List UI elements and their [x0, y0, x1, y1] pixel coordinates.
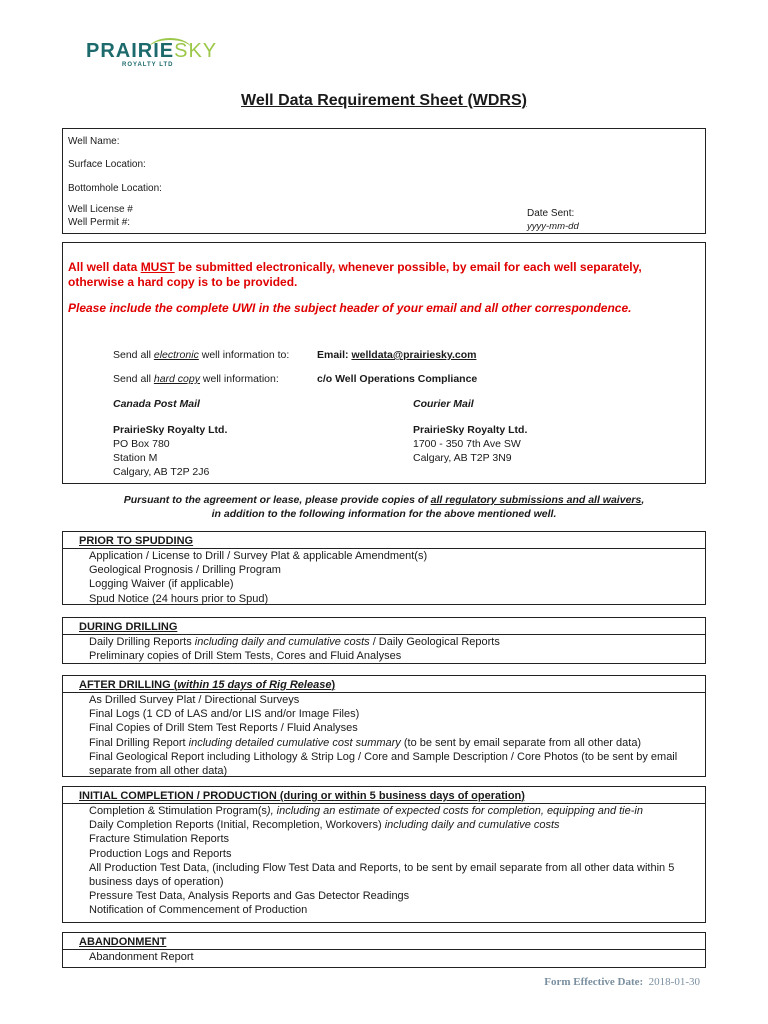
logo-subtitle: ROYALTY LTD: [122, 62, 174, 68]
send-hard-post: well information:: [200, 373, 279, 385]
item-text: (to be sent by email separate from all other data): [400, 736, 642, 749]
title-text: INITIAL COMPLETION / PRODUCTION (during or: [79, 790, 335, 802]
well-name-label: Well Name:: [68, 136, 120, 147]
list-item: Preliminary copies of Drill Stem Tests, Cores and Fluid Analyses: [89, 650, 402, 663]
list-item: Notification of Commencement of Production: [89, 904, 308, 917]
logo-text-prairie: PRAIRIE: [86, 40, 175, 62]
bottomhole-location-label: Bottomhole Location:: [68, 183, 162, 194]
pursuant-text: [0, 493, 768, 521]
notice-must: MUST: [140, 260, 175, 274]
footer-date: 2018-01-30: [648, 976, 700, 988]
list-item: All Production Test Data, (including Flow Test Data and Reports, to be sent by email separate from all other data within 5 business days of operation): [89, 861, 678, 889]
list-item: As Drilled Survey Plat / Directional Surveys: [89, 694, 300, 706]
title-text: ): [331, 679, 336, 691]
item-text: Final Drilling Report: [89, 736, 189, 749]
logo-wordmark: [86, 40, 217, 63]
send-electronic-em: electronic: [153, 349, 199, 361]
section-items: [89, 549, 427, 606]
submission-notice-box: [62, 242, 706, 484]
send-hard-em: hard copy: [153, 373, 200, 385]
title-italic: within 15 days of Rig Release: [177, 679, 332, 691]
notice-line-2: otherwise a hard copy is to be provided.: [68, 275, 298, 289]
list-item: Pressure Test Data, Analysis Reports and Gas Detector Readings: [89, 890, 410, 903]
list-item: Final Copies of Drill Stem Test Reports / Fluid Analyses: [89, 722, 358, 735]
section-items: [89, 950, 194, 964]
item-text: / Daily Geological Reports: [369, 636, 500, 648]
notice-line-1-a: All well data: [68, 260, 141, 274]
list-item: Spud Notice (24 hours prior to Spud): [89, 592, 269, 605]
list-item: [89, 818, 697, 832]
item-italic: including detailed cumulative cost summary: [188, 736, 401, 749]
date-format-label: yyyy-mm-dd: [527, 221, 579, 232]
list-item: Geological Prognosis / Drilling Program: [89, 564, 281, 577]
pursuant-line-2: in addition to the following information for the above mentioned well.: [211, 508, 557, 520]
list-item: Abandonment Report: [89, 951, 194, 963]
send-electronic-pre: Send all: [113, 349, 154, 361]
well-permit-label: Well Permit #:: [68, 217, 131, 228]
notice-line-1: [68, 260, 642, 274]
section-items: [89, 693, 697, 778]
list-item: Final Geological Report including Lithology & Strip Log / Core and Sample Description / Core Photos (to be sent by email separate from all other data): [89, 750, 681, 778]
hard-copy-recipient: c/o Well Operations Compliance: [317, 373, 478, 385]
send-hard-pre: Send all: [113, 373, 154, 385]
item-italic: including daily and cumulative costs: [384, 819, 560, 832]
list-item: Final Logs (1 CD of LAS and/or LIS and/or Image Files): [89, 708, 360, 721]
well-license-label: Well License #: [68, 204, 133, 215]
list-item: [89, 736, 697, 750]
pursuant-underline: all regulatory submissions and all waivers: [430, 494, 642, 506]
item-text: Daily Drilling Reports: [89, 636, 195, 648]
prairiesky-logo: [86, 40, 218, 74]
item-italic: ), including an estimate of expected costs for completion, equipping and tie-in: [266, 805, 643, 817]
notice-line-1-b: be submitted electronically, whenever possible, by email for each well separately,: [174, 260, 642, 274]
pursuant-post: ,: [641, 494, 645, 506]
list-item: [89, 635, 500, 649]
form-effective-date: [544, 976, 700, 988]
email-line: [317, 349, 476, 361]
section-title: PRIOR TO SPUDDING: [79, 535, 194, 547]
list-item: [89, 804, 697, 818]
section-title: [79, 679, 335, 691]
send-electronic-text: [113, 349, 289, 361]
send-hard-copy-text: [113, 373, 279, 385]
section-items: [89, 804, 697, 918]
well-info-box: [62, 128, 706, 234]
courier-header: Courier Mail: [413, 398, 474, 410]
pursuant-line-1: [0, 493, 768, 507]
courier-city: Calgary, AB T2P 3N9: [413, 452, 512, 464]
section-items: [89, 635, 500, 663]
logo-text-sky: SKY: [174, 40, 218, 62]
list-item: Logging Waiver (if applicable): [89, 578, 234, 591]
section-prior-to-spudding: [62, 531, 706, 605]
page-title: Well Data Requirement Sheet (WDRS): [241, 92, 527, 109]
canada-post-address: [113, 423, 227, 479]
canada-post-city: Calgary, AB T2P 2J6: [113, 466, 210, 478]
list-item: Fracture Stimulation Reports: [89, 833, 229, 846]
item-text: Completion & Stimulation Program(s: [89, 805, 267, 817]
courier-address: [413, 423, 527, 465]
canada-post-header: Canada Post Mail: [113, 398, 200, 410]
title-emphasis: within 5 business days of operation: [334, 790, 522, 802]
canada-post-station: Station M: [113, 452, 158, 464]
date-sent-label: Date Sent:: [527, 208, 575, 219]
title-text: ): [521, 790, 525, 802]
notice-line-3: Please include the complete UWI in the subject header of your email and all other correspondence.: [68, 301, 632, 315]
section-during-drilling: [62, 617, 706, 664]
footer-label: Form Effective Date:: [544, 976, 644, 988]
courier-name: PrairieSky Royalty Ltd.: [413, 424, 528, 436]
email-link[interactable]: welldata@prairiesky.com: [351, 349, 477, 361]
section-title: DURING DRILLING: [79, 621, 178, 633]
list-item: Application / License to Drill / Survey Plat & applicable Amendment(s): [89, 550, 428, 562]
section-initial-completion: [62, 786, 706, 923]
surface-location-label: Surface Location:: [68, 159, 146, 170]
canada-post-name: PrairieSky Royalty Ltd.: [113, 424, 228, 436]
title-text: AFTER DRILLING (: [79, 679, 178, 691]
section-title: ABANDONMENT: [79, 936, 167, 948]
list-item: Production Logs and Reports: [89, 847, 232, 860]
pursuant-pre: Pursuant to the agreement or lease, please provide copies of: [123, 494, 431, 506]
section-after-drilling: [62, 675, 706, 777]
section-title: [79, 790, 525, 802]
send-electronic-post: well information to:: [198, 349, 290, 361]
item-italic: including daily and cumulative costs: [194, 636, 370, 648]
email-label: Email:: [317, 349, 352, 361]
canada-post-box: PO Box 780: [113, 438, 170, 450]
item-text: Daily Completion Reports (Initial, Recompletion, Workovers): [89, 819, 385, 832]
section-abandonment: [62, 932, 706, 968]
courier-street: 1700 - 350 7th Ave SW: [413, 438, 521, 450]
